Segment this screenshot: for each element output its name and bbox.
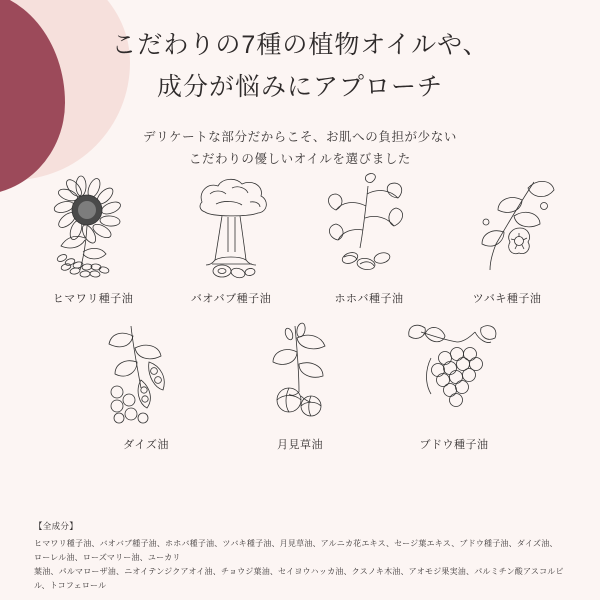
plant-item-camellia [444, 172, 570, 306]
plant-row-top [0, 172, 600, 306]
subheading [0, 126, 600, 170]
baobab-illustration [172, 172, 290, 282]
ingredients-list [34, 537, 564, 593]
subheading-line-2: こだわりの優しいオイルを選びました [188, 152, 412, 166]
plant-caption: バオバブ種子油 [190, 293, 272, 305]
headline-line-2: 成分が悩みにアプローチ [156, 73, 443, 101]
plant-item-sunflower [30, 172, 156, 306]
plant-caption: ツバキ種子油 [472, 293, 542, 305]
plant-item-grape [391, 318, 517, 452]
evening-primrose-illustration [241, 318, 359, 428]
soybean-illustration [87, 318, 205, 428]
plant-caption: ホホバ種子油 [334, 293, 404, 305]
plant-item-jojoba [306, 172, 432, 306]
headline-line-1: こだわりの7種の植物オイルや、 [111, 31, 489, 59]
plant-item-baobab [168, 172, 294, 306]
plant-caption: ダイズ油 [123, 439, 169, 451]
ingredients-line-1: ヒマワリ種子油、バオバブ種子油、ホホバ種子油、ツバキ種子油、月見草油、アルニカ花エキス、セージ葉エキス、ブドウ種子油、ダイズ油、ローレル油、ローズマリー油、ユーカリ [34, 539, 558, 562]
ingredients-block [34, 520, 564, 593]
camellia-illustration [448, 172, 566, 282]
sunflower-illustration [34, 172, 152, 282]
plant-row-bottom [0, 318, 600, 452]
subheading-line-1: デリケートな部分だからこそ、お肌への負担が少ない [143, 130, 457, 144]
plant-item-soybean [83, 318, 209, 452]
plant-item-evening-primrose [237, 318, 363, 452]
grape-illustration [395, 318, 513, 428]
jojoba-illustration [310, 172, 428, 282]
ingredients-title: 【全成分】 [34, 521, 79, 531]
plant-caption: ヒマワリ種子油 [52, 293, 134, 305]
page-title [0, 24, 600, 108]
ingredients-line-2: 葉油、パルマローザ油、ニオイテンジクアオイ油、チョウジ葉油、セイヨウハッカ油、クスノキ木油、アオモジ果実油、パルミチン酸アスコルビル、トコフェロール [34, 567, 564, 590]
plant-caption: 月見草油 [277, 439, 323, 451]
plant-caption: ブドウ種子油 [419, 439, 489, 451]
